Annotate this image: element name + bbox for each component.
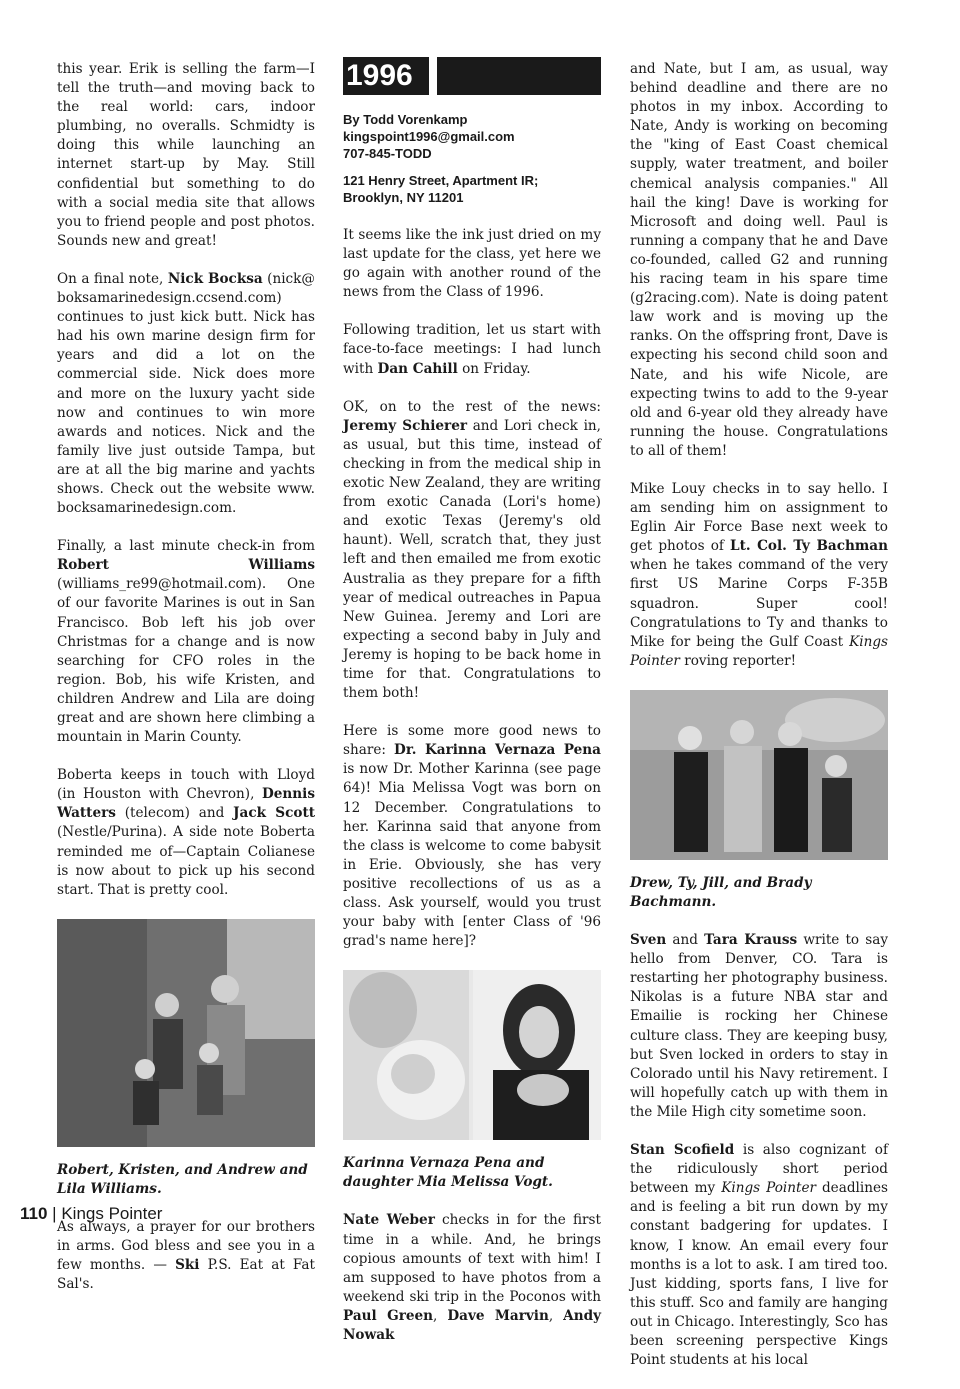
photo-caption: Karinna Vernaza Pena and daughter Mia Melissa Vogt. [343,1155,553,1191]
person-name: Sven [630,932,667,949]
column-middle [343,57,601,1364]
byline: By Todd Vorenkamp [343,112,468,127]
paragraph: Sven and Tara Krauss write to say hello from Denver, CO. Tara is restarting her photography business. Nikolas is a future NBA star and Emailie is rocking her Chinese culture class. They are keeping busy, but Sven locked in orders to stay in Colorado until his Navy retirement. I will hopefully catch up with them in the Mile High city sometime soon. [630,932,888,1120]
contact-email: kingspoint1996@gmail.com [343,129,515,144]
page-number: 110 [20,1204,48,1223]
contact-address-line2: Brooklyn, NY 11201 [343,190,464,205]
person-name: Tara Krauss [704,932,798,949]
person-name: Dave Marvin [447,1307,549,1324]
person-name: Stan Scofield [630,1142,735,1159]
publication-title: Kings Pointer [721,1180,816,1197]
paragraph: OK, on to the rest of the news: Jeremy Schierer and Lori check in, as usual, but this time, instead of checking in from the medical ship in exotic New Zealand, they are writing from exotic Canada (Lori's home) and exotic Texas (Jeremy's old haunt). Well, scratch that, they just left and then emailed me from exotic Australia as they prepare for a fifth year of medical outreaches in Papua New Guinea. Jeremy and Lori are expecting a second baby in July and Jeremy is hoping to be back home in time for that. Congratulations to them both! [343,398,601,702]
paragraph: As always, a prayer for our brothers in arms. God bless and see you in a few months. — Ski P.S. Eat at Fat Sal's. [57,1219,315,1293]
paragraph: and Nate, but I am, as usual, way behind deadline and there are no photos in my inbox. According to Nate, Andy is working on becoming the "king of East Coast chemical supply, water treatment, and boiler chemical analysis companies." All hail the king! Dave is working for Microsoft and doing well. Paul is running a company that he and Dave co-founded, called G2 and running his racing team in his spare time (g2racing.com). Nate is doing patent law work and is moving up the ranks. On the offspring front, Dave is expecting his second child soon and Nate, and his wife Nicole, are expecting twins to add to the 9-year old and 6-year old they already have running the house. Congratulations to all of them! [630,61,888,459]
person-name: Nick Bocksa [167,270,263,287]
class-year-header [343,57,601,95]
person-name: Lt. Col. Ty Bachman [730,538,888,555]
contact-phone: 707-845-TODD [343,146,432,161]
class-year: 1996 [343,57,429,95]
paragraph: It seems like the ink just dried on my last update for the class, yet here we go again with another round of the news from the Class of 1996. [343,227,601,301]
paragraph: Stan Scofield is also cognizant of the ridiculously short period between my Kings Pointer deadlines and is feeling a bit run down by my constant badgering for updates. I know, I know. An email every four months is a lot to ask. I am tired too. Just kidding, sports fans, I live for this stuff. Sco and family are hanging out in Chicago. Interestingly, Sco has been screening perspective Kings Point students at his local [630,1142,888,1369]
header-bar [437,57,601,95]
paragraph: Here is some more good news to share: Dr. Karinna Vernaza Pena is now Dr. Mother Karinna (see page 64)! Mia Melissa Vogt was born on 12 December. Congratulations to her. Karinna said that anyone from the class is welcome to come babysit in Erie. Obviously, she has very positive recollections of us as a class. Ask yourself, would you trust your baby with [enter Class of '96 grad's name here]? [343,723,601,950]
person-name: Jeremy Schierer [343,417,468,434]
paragraph: Nate Weber checks in for the first time in a while. And, he brings copious amounts of text with him! I am supposed to have photos from a weekend ski trip in the Poconos with Paul Green, Dave Marvin, Andy Nowak [343,1212,602,1344]
paragraph: Finally, a last minute check-in from Robert Williams (williams_re99@hotmail.com). One of our favorite Marines is out in San Francisco. Bob left his job over Christmas for a change and is now searching for CFO roles in the region. Bob, his wife Kristen, and children Andrew and Lila are doing great and are shown here climbing a mountain in Marin County. [57,538,315,746]
williams-family-photo [57,919,315,1147]
karinna-photo [343,970,601,1140]
contact-block [343,111,601,206]
person-name: Jack Scott [233,805,316,822]
photo-caption: Robert, Kristen, and Andrew and Lila Williams. [57,1161,308,1197]
person-name: Dan Cahill [377,360,458,377]
person-name: Ski [175,1257,200,1274]
photo-caption: Drew, Ty, Jill, and Brady Bachmann. [630,874,812,910]
person-name: Robert Williams [57,557,315,574]
paragraph: Following tradition, let us start with face-to-face meetings: I had lunch with Dan Cahill on Friday. [343,322,601,377]
person-name: Dr. Karinna Vernaza Pena [394,742,601,759]
person-name: Dennis Watters [57,786,315,822]
column-left [57,60,315,1313]
person-name: Paul Green [343,1307,434,1324]
footer-separator: | [52,1204,57,1223]
person-name: Nate Weber [343,1212,435,1229]
column-right [630,60,888,1389]
contact-address-line1: 121 Henry Street, Apartment IR; [343,173,539,188]
paragraph: Mike Louy checks in to say hello. I am sending him on assignment to Eglin Air Force Base next week to get photos of Lt. Col. Ty Bachman when he takes command of the very first US Marine Corps F-35B squadron. Super cool! Congratulations to Ty and thanks to Mike for being the Gulf Coast Kings Pointer roving reporter! [630,480,888,669]
publication-title: Kings Pointer [630,633,888,669]
paragraph: Boberta keeps in touch with Lloyd (in Houston with Chevron), Dennis Watters (telecom) and Jack Scott (Nestle/Purina). A side note Boberta reminded me of—Captain Colianese is now about to pick up his second start. That is pretty cool. [57,767,316,898]
bachmann-family-photo [630,690,888,860]
paragraph: On a final note, Nick Bocksa (nick@ boksamarinedesign.ccsend.com) continues to just kick butt. Nick has had his own marine design firm for years and did a lot on the commercial side. Nick does more and more on the luxury yacht side now and continues to win more awards and notices. Nick and the family live just outside Tampa, but are at all the big marine and yachts shows. Check out the website www. bocksamarinedesign.com. [57,270,316,517]
publication-name: Kings Pointer [61,1204,163,1223]
person-name: Andy Nowak [343,1307,602,1344]
paragraph: this year. Erik is selling the farm—I tell the truth—and moving back to the real world: cars, indoor plumbing, no overalls. Schmidty is doing this while launching an internet start-up by May. Still confidential but something to do with a social media site that allows you to friend people and post photos. Sounds new and great! [57,61,315,249]
page-footer [20,1204,162,1224]
